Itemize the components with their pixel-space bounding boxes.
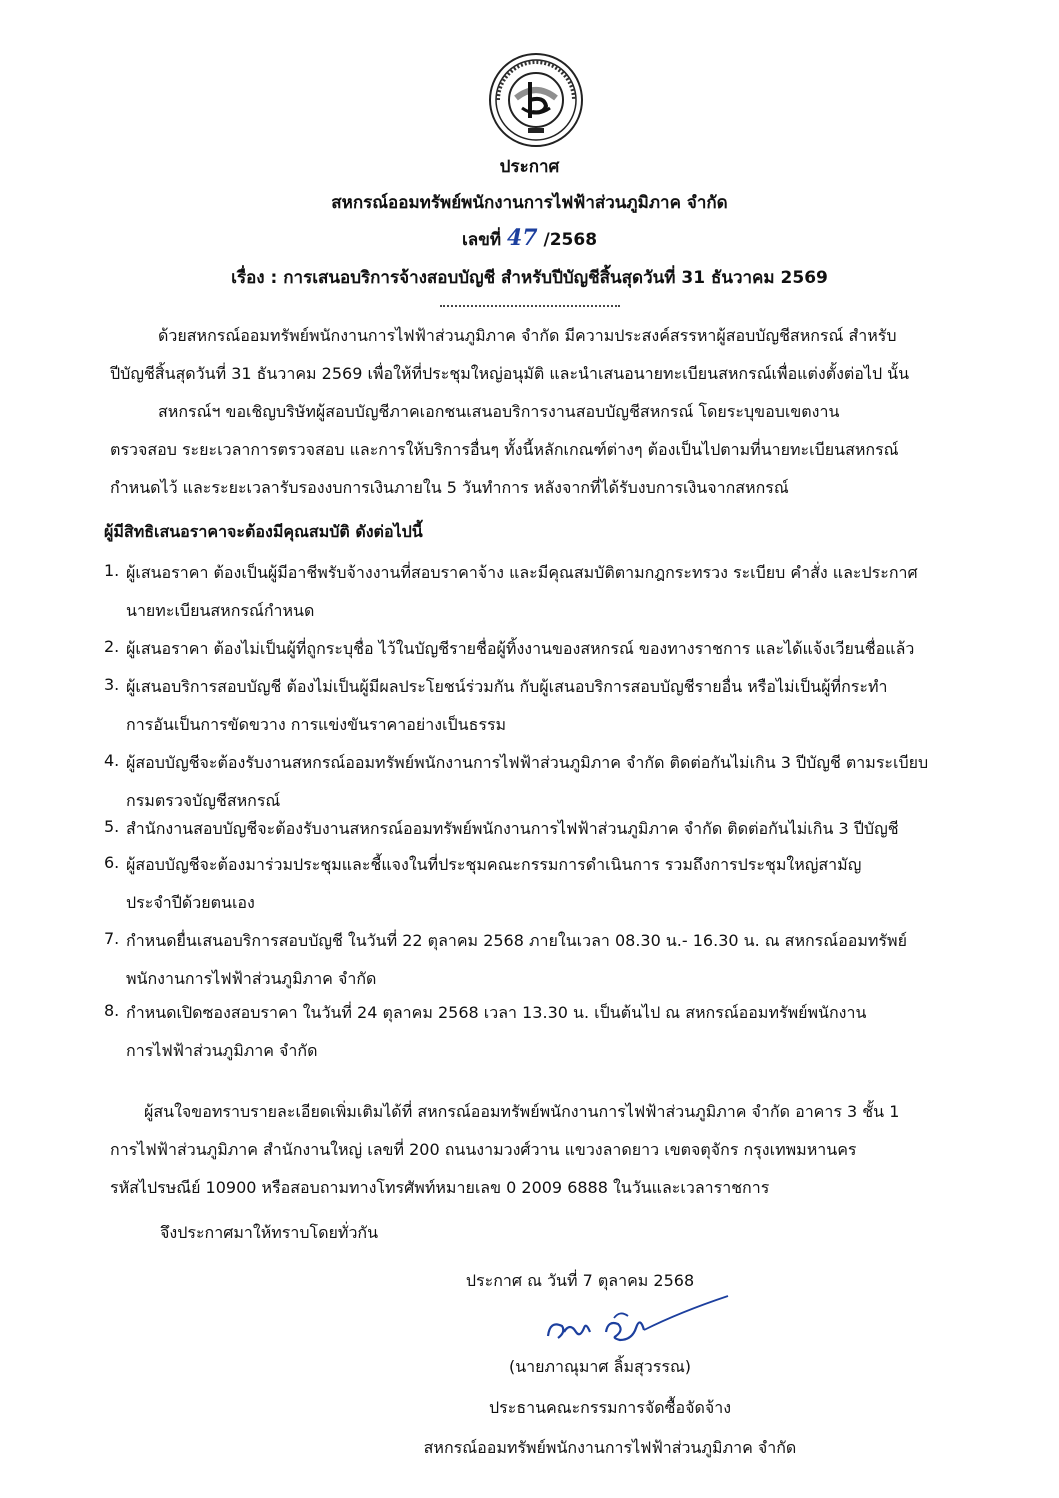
item-text: ประจำปีด้วยตนเอง bbox=[126, 893, 255, 912]
item-number: 4. bbox=[104, 751, 120, 770]
qualifications-heading: ผู้มีสิทธิเสนอราคาจะต้องมีคุณสมบัติ ดังต่อไปนี้ bbox=[104, 522, 423, 541]
text-line: สหกรณ์ฯ ขอเชิญบริษัทผู้สอบบัญชีภาคเอกชนเสนอบริการงานสอบบัญชีสหกรณ์ โดยระบุขอบเขตงาน bbox=[158, 402, 840, 421]
item-number: 2. bbox=[104, 637, 120, 656]
item-number: 7. bbox=[104, 929, 120, 948]
text-line: กำหนดไว้ และระยะเวลารับรองงบการเงินภายใน 5 วันทำการ หลังจากที่ได้รับงบการเงินจากสหกรณ์ bbox=[110, 478, 789, 497]
intro-paragraph-2 bbox=[110, 401, 970, 515]
organization-name: สหกรณ์ออมทรัพย์พนักงานการไฟฟ้าส่วนภูมิภาค จำกัด bbox=[331, 193, 728, 213]
text-line: ตรวจสอบ ระยะเวลาการตรวจสอบ และการให้บริการอื่นๆ ทั้งนี้หลักเกณฑ์ต่างๆ ต้องเป็นไปตามที่นายทะเบียนสหกรณ์ bbox=[110, 440, 899, 459]
announcement-date: ประกาศ ณ วันที่ 7 ตุลาคม 2568 bbox=[465, 1271, 695, 1290]
item-text: นายทะเบียนสหกรณ์กำหนด bbox=[126, 601, 315, 620]
item-number: 8. bbox=[104, 1001, 120, 1020]
item-number: 6. bbox=[104, 853, 120, 872]
signer-position: ประธานคณะกรรมการจัดซื้อจัดจ้าง bbox=[488, 1398, 732, 1417]
intro-paragraph-1 bbox=[110, 325, 970, 401]
item-text: ผู้เสนอบริการสอบบัญชี ต้องไม่เป็นผู้มีผลประโยชน์ร่วมกัน กับผู้เสนอบริการสอบบัญชีรายอื่น หรือไม่เป็นผู้ที่กระทำ bbox=[126, 677, 888, 696]
announcement-number bbox=[0, 227, 1059, 251]
item-text: การอันเป็นการขัดขวาง การแข่งขันราคาอย่างเป็นธรรม bbox=[126, 715, 507, 734]
page-title: ประกาศ bbox=[499, 157, 560, 177]
handwritten-signature bbox=[540, 1292, 740, 1352]
text-line: การไฟฟ้าส่วนภูมิภาค สำนักงานใหญ่ เลขที่ 200 ถนนงามวงศ์วาน แขวงลาดยาว เขตจตุจักร กรุงเทพมหานคร bbox=[110, 1140, 857, 1159]
item-number: 5. bbox=[104, 817, 120, 836]
item-text: ผู้สอบบัญชีจะต้องมาร่วมประชุมและชี้แจงในที่ประชุมคณะกรรมการดำเนินการ รวมถึงการประชุมใหญ่สามัญ bbox=[126, 855, 862, 874]
item-text: ผู้สอบบัญชีจะต้องรับงานสหกรณ์ออมทรัพย์พนักงานการไฟฟ้าส่วนภูมิภาค จำกัด ติดต่อกันไม่เกิน 3 ปีบัญชี ตามระเบียบ bbox=[126, 753, 929, 772]
item-text: พนักงานการไฟฟ้าส่วนภูมิภาค จำกัด bbox=[126, 969, 377, 988]
signer-organization: สหกรณ์ออมทรัพย์พนักงานการไฟฟ้าส่วนภูมิภาค จำกัด bbox=[423, 1438, 797, 1457]
signer-name: (นายภาณุมาศ ลิ้มสุวรรณ) bbox=[508, 1357, 692, 1376]
closing-statement: จึงประกาศมาให้ทราบโดยทั่วกัน bbox=[160, 1223, 379, 1242]
item-text: สำนักงานสอบบัญชีจะต้องรับงานสหกรณ์ออมทรัพย์พนักงานการไฟฟ้าส่วนภูมิภาค จำกัด ติดต่อกันไม่เกิน 3 ปีบัญชี bbox=[126, 819, 899, 838]
text-line: รหัสไปรษณีย์ 10900 หรือสอบถามทางโทรศัพท์หมายเลข 0 2009 6888 ในวันและเวลาราชการ bbox=[110, 1178, 770, 1197]
organization-seal-logo bbox=[488, 52, 584, 148]
item-text: กรมตรวจบัญชีสหกรณ์ bbox=[126, 791, 281, 810]
item-text: กำหนดยื่นเสนอบริการสอบบัญชี ในวันที่ 22 ตุลาคม 2568 ภายในเวลา 08.30 น.- 16.30 น. ณ สหกรณ์ออมทรัพย์ bbox=[126, 931, 907, 950]
item-text: การไฟฟ้าส่วนภูมิภาค จำกัด bbox=[126, 1041, 318, 1060]
item-text: ผู้เสนอราคา ต้องไม่เป็นผู้ที่ถูกระบุชื่อ ไว้ในบัญชีรายชื่อผู้ทิ้งงานของสหกรณ์ ของทางราชการ และได้แจ้งเวียนชื่อแล้ว bbox=[126, 639, 915, 658]
item-number: 1. bbox=[104, 561, 120, 580]
handwritten-number: 47 bbox=[506, 225, 538, 251]
item-number: 3. bbox=[104, 675, 120, 694]
item-text: กำหนดเปิดซองสอบราคา ในวันที่ 24 ตุลาคม 2568 เวลา 13.30 น. เป็นต้นไป ณ สหกรณ์ออมทรัพย์พนักงาน bbox=[126, 1003, 867, 1022]
divider bbox=[440, 305, 620, 307]
text-line: ด้วยสหกรณ์ออมทรัพย์พนักงานการไฟฟ้าส่วนภูมิภาค จำกัด มีความประสงค์สรรหาผู้สอบบัญชีสหกรณ์ สำหรับ bbox=[158, 326, 897, 345]
item-text: ผู้เสนอราคา ต้องเป็นผู้มีอาชีพรับจ้างงานที่สอบราคาจ้าง และมีคุณสมบัติตามกฎกระทรวง ระเบียบ คำสั่ง และประกาศ bbox=[126, 563, 918, 582]
text-line: ผู้สนใจขอทราบรายละเอียดเพิ่มเติมได้ที่ สหกรณ์ออมทรัพย์พนักงานการไฟฟ้าส่วนภูมิภาค จำกัด อาคาร 3 ชั้น 1 bbox=[144, 1102, 900, 1121]
number-prefix: เลขที่ bbox=[461, 230, 502, 250]
text-line: ปีบัญชีสิ้นสุดวันที่ 31 ธันวาคม 2569 เพื่อให้ที่ประชุมใหญ่อนุมัติ และนำเสนอนายทะเบียนสหกรณ์เพื่อแต่งตั้งต่อไป นั้น bbox=[110, 364, 910, 383]
subject-line: เรื่อง : การเสนอบริการจ้างสอบบัญชี สำหรับปีบัญชีสิ้นสุดวันที่ 31 ธันวาคม 2569 bbox=[231, 268, 828, 288]
number-suffix: /2568 bbox=[543, 230, 598, 250]
contact-paragraph bbox=[110, 1101, 970, 1215]
